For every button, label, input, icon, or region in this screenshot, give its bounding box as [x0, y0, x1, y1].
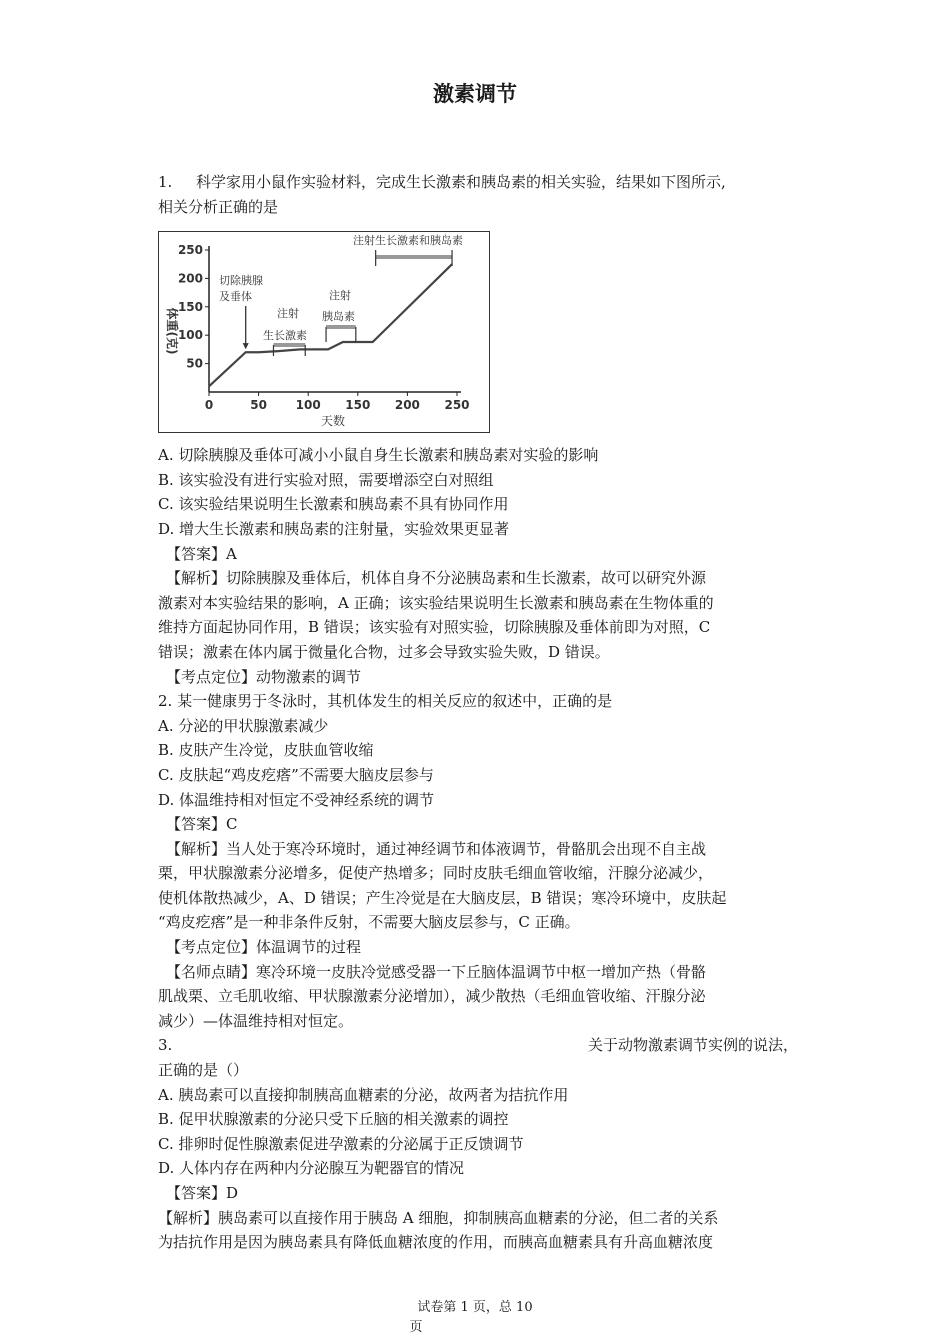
q3-option-c: C. 排卵时促性腺激素促进孕激素的分泌属于正反馈调节 — [158, 1134, 524, 1153]
q1-stem-line1: 科学家用小鼠作实验材料，完成生长激素和胰岛素的相关实验，结果如下图所示, — [196, 173, 726, 191]
q2-option-d: D. 体温维持相对恒定不受神经系统的调节 — [158, 790, 435, 809]
weight-chart — [158, 231, 490, 433]
q2-tips-line1: 【名师点睛】寒冷环境一皮肤冷觉感受器一下丘脑体温调节中枢一增加产热（骨骼 — [166, 962, 707, 981]
q3-analysis-line1: 【解析】胰岛素可以直接作用于胰岛 A 细胞，抑制胰高血糖素的分泌，但二者的关系 — [158, 1208, 719, 1227]
x-tick-label: 250 — [444, 398, 470, 413]
y-tick-label: 250 — [177, 243, 203, 258]
annotation-cut-2: 及垂体 — [219, 290, 252, 304]
q2-option-a: A. 分泌的甲状腺激素减少 — [158, 716, 329, 735]
q2-analysis-line2: 栗，甲状腺激素分泌增多，促使产热增多；同时皮肤毛细血管收缩，汗腺分泌减少， — [158, 864, 714, 883]
q2-option-c: C. 皮肤起“鸡皮疙瘩”不需要大脑皮层参与 — [158, 765, 434, 784]
footer-page-suffix: 页 — [409, 1320, 423, 1335]
q1-number: 1. — [158, 173, 173, 191]
document-body — [158, 170, 798, 1255]
annotation-gh-1: 注射 — [277, 307, 299, 321]
q1-stem — [158, 170, 798, 195]
q1-analysis-line2: 激素对本实验结果的影响，A 正确；该实验结果说明生长激素和胰岛素在生物体重的 — [158, 593, 714, 612]
arrow-cut-head — [243, 343, 249, 349]
q3-number: 3. — [158, 1036, 173, 1055]
q1-point: 【考点定位】动物激素的调节 — [166, 667, 362, 686]
q2-point: 【考点定位】体温调节的过程 — [166, 938, 362, 957]
q1-analysis-line3: 维持方面起协同作用，B 错误；该实验有对照实验，切除胰腺及垂体前即为对照，C — [158, 618, 711, 637]
page-title: 激素调节 — [433, 82, 517, 106]
x-tick-label: 0 — [204, 398, 214, 413]
y-tick-label: 100 — [177, 328, 203, 343]
q3-stem-right: 关于动物激素调节实例的说法， — [587, 1036, 798, 1055]
annotation-ins-2: 胰岛素 — [322, 310, 355, 324]
x-tick-label: 200 — [394, 398, 420, 413]
page-footer — [0, 1298, 950, 1338]
q2-tips-line3: 减少）—体温维持相对恒定。 — [158, 1011, 354, 1030]
q3-option-a: A. 胰岛素可以直接抑制胰高血糖素的分泌，故两者为拮抗作用 — [158, 1085, 569, 1104]
annotation-cut: 切除胰腺 — [219, 274, 263, 288]
q1-option-a: A. 切除胰腺及垂体可减小小鼠自身生长激素和胰岛素对实验的影响 — [158, 446, 599, 465]
annotation-both: 注射生长激素和胰岛素 — [353, 234, 463, 248]
q3-option-d: D. 人体内存在两种内分泌腺互为靶器官的情况 — [158, 1159, 465, 1178]
q1-stem-line2: 相关分析正确的是 — [158, 197, 279, 216]
annotation-ins-1: 注射 — [329, 289, 351, 303]
q2-analysis-line4: “鸡皮疙瘩”是一种非条件反射，不需要大脑皮层参与，C 正确。 — [158, 913, 580, 932]
q2-answer: 【答案】C — [166, 815, 238, 834]
q1-option-b: B. 该实验没有进行实验对照，需要增添空白对照组 — [158, 470, 494, 489]
y-tick-label: 200 — [177, 271, 203, 286]
x-tick-label: 50 — [250, 398, 267, 413]
y-tick-label: 50 — [186, 356, 203, 371]
q2-option-b: B. 皮肤产生冷觉，皮肤血管收缩 — [158, 741, 374, 760]
q2-tips-line2: 肌战栗、立毛肌收缩、甲状腺激素分泌增加），减少散热（毛细血管收缩、汗腺分泌 — [158, 987, 706, 1006]
q3-stem-line2: 正确的是（） — [158, 1061, 249, 1080]
weight-chart-svg — [159, 232, 489, 432]
q3-answer: 【答案】D — [166, 1184, 239, 1202]
footer-page-info: 试卷第 1 页，总 10 — [417, 1300, 533, 1315]
annotation-gh-2: 生长激素 — [263, 329, 307, 343]
q3-analysis-line2: 为拮抗作用是因为胰岛素具有降低血糖浓度的作用，而胰高血糖素具有升高血糖浓度 — [158, 1233, 714, 1252]
q2-analysis-line3: 使机体散热减少，A、D 错误；产生冷觉是在大脑皮层，B 错误；寒冷环境中，皮肤起 — [158, 888, 727, 907]
x-axis-label: 天数 — [320, 414, 346, 429]
y-tick-label: 150 — [177, 299, 203, 314]
q1-option-c: C. 该实验结果说明生长激素和胰岛素不具有协同作用 — [158, 495, 509, 514]
q1-option-d: D. 增大生长激素和胰岛素的注射量，实验效果更显著 — [158, 519, 510, 538]
q3-option-b: B. 促甲状腺激素的分泌只受下丘脑的相关激素的调控 — [158, 1110, 509, 1129]
x-tick-label: 100 — [295, 398, 321, 413]
x-tick-label: 150 — [345, 398, 371, 413]
q2-analysis-line1: 【解析】当人处于寒冷环境时，通过神经调节和体液调节，骨骼肌会出现不自主战 — [166, 839, 707, 858]
q1-analysis-line4: 错误；激素在体内属于微量化合物，过多会导致实验失败，D 错误。 — [158, 642, 610, 661]
q3-stem — [158, 1033, 798, 1058]
y-axis-label: 体重(克) — [165, 307, 179, 355]
q1-answer: 【答案】A — [166, 544, 237, 563]
q2-stem: 2. 某一健康男于冬泳时，其机体发生的相关反应的叙述中，正确的是 — [158, 692, 613, 711]
q1-analysis-line1: 【解析】切除胰腺及垂体后，机体自身不分泌胰岛素和生长激素，故可以研究外源 — [166, 569, 707, 588]
